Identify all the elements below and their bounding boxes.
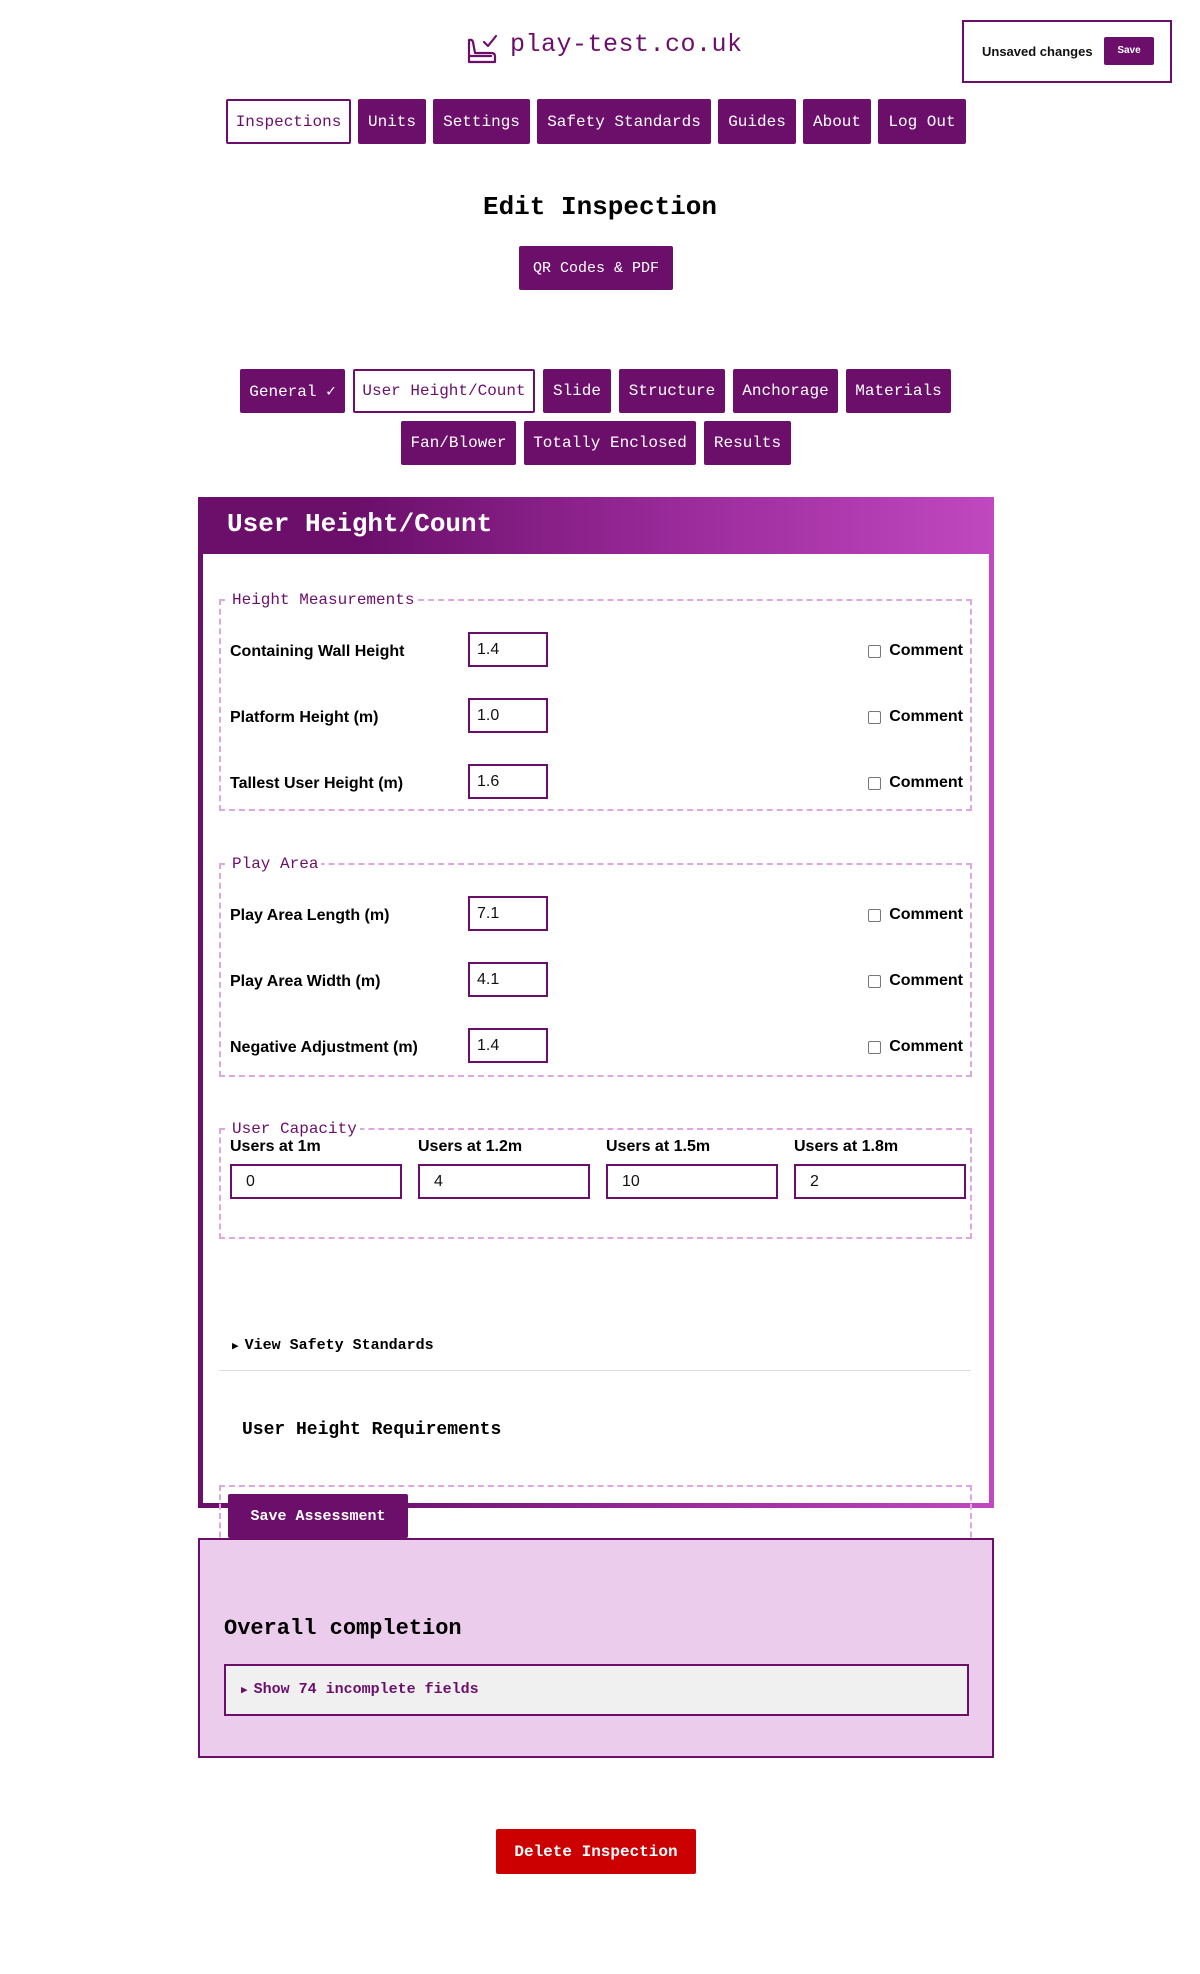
tab-structure[interactable]: Structure [619,369,725,413]
users-at-1-5m-input[interactable]: 10 [606,1164,778,1199]
users-at-1-2m-label: Users at 1.2m [418,1138,523,1155]
comment-label: Comment [889,972,963,989]
comment-label: Comment [889,906,963,923]
tab-totally-enclosed[interactable]: Totally Enclosed [524,421,696,465]
height-measurements-group [219,591,972,811]
page-title: Edit Inspection [482,192,718,222]
nav-units[interactable]: Units [358,99,426,144]
containing-wall-height-label: Containing Wall Height [230,643,405,660]
delete-inspection-button[interactable]: Delete Inspection [496,1829,696,1874]
user-capacity-legend: User Capacity [232,1120,357,1138]
play-area-group [219,855,972,1077]
tab-results[interactable]: Results [704,421,791,465]
comment-checkbox[interactable] [868,711,881,724]
users-at-1-8m-input[interactable]: 2 [794,1164,966,1199]
platform-height-input[interactable]: 1.0 [468,698,548,733]
nav-about[interactable]: About [803,99,871,144]
play-area-width-input[interactable]: 4.1 [468,962,548,997]
triangle-right-icon: ▶ [232,1341,239,1353]
platform-height-label: Platform Height (m) [230,709,379,726]
overall-completion-title: Overall completion [224,1616,462,1641]
incomplete-fields-label: Show 74 incomplete fields [253,1681,479,1698]
comment-label: Comment [889,708,963,725]
tab-slide[interactable]: Slide [543,369,611,413]
comment-label: Comment [889,642,963,659]
view-safety-standards-label: View Safety Standards [244,1337,434,1354]
user-height-requirements-heading: User Height Requirements [242,1420,502,1440]
containing-wall-height-input[interactable]: 1.4 [468,632,548,667]
unsaved-changes-banner [962,20,1172,83]
qr-codes-pdf-button[interactable]: QR Codes & PDF [519,246,673,290]
play-area-width-comment[interactable] [868,972,963,990]
play-area-width-label: Play Area Width (m) [230,973,381,990]
negative-adjustment-label: Negative Adjustment (m) [230,1039,418,1056]
nav-settings[interactable]: Settings [433,99,530,144]
view-safety-standards-toggle[interactable] [232,1337,434,1354]
comment-checkbox[interactable] [868,975,881,988]
users-at-1-2m-input[interactable]: 4 [418,1164,590,1199]
tab-general[interactable]: General ✓ [240,369,345,413]
users-at-1m-input[interactable]: 0 [230,1164,402,1199]
platform-height-comment[interactable] [868,708,963,726]
comment-checkbox[interactable] [868,1041,881,1054]
play-area-length-input[interactable]: 7.1 [468,896,548,931]
play-area-length-label: Play Area Length (m) [230,907,390,924]
nav-guides[interactable]: Guides [718,99,796,144]
tallest-user-height-comment[interactable] [868,774,963,792]
divider [219,1370,971,1371]
containing-wall-height-comment[interactable] [868,642,963,660]
unsaved-save-button[interactable]: Save [1104,37,1154,65]
users-at-1-8m-label: Users at 1.8m [794,1138,899,1155]
site-name[interactable]: play-test.co.uk [510,30,743,59]
tab-user-height-count[interactable]: User Height/Count [353,369,535,413]
user-height-count-panel [198,497,994,1525]
play-area-length-comment[interactable] [868,906,963,924]
negative-adjustment-comment[interactable] [868,1038,963,1056]
unsaved-changes-label: Unsaved changes [982,44,1093,59]
incomplete-fields-summary[interactable] [241,1681,479,1698]
comment-checkbox[interactable] [868,777,881,790]
comment-label: Comment [889,1038,963,1055]
users-at-1-5m-label: Users at 1.5m [606,1138,711,1155]
height-measurements-legend: Height Measurements [232,591,415,609]
panel-body [203,554,989,1525]
tab-anchorage[interactable]: Anchorage [733,369,838,413]
nav-log-out[interactable]: Log Out [878,99,966,144]
play-area-legend: Play Area [232,855,319,873]
panel-title: User Height/Count [227,509,493,539]
comment-checkbox[interactable] [868,645,881,658]
tallest-user-height-label: Tallest User Height (m) [230,775,404,792]
user-capacity-group [219,1120,972,1239]
overall-completion-panel [198,1538,994,1758]
triangle-right-icon: ▶ [241,1685,248,1697]
nav-inspections[interactable]: Inspections [226,99,351,144]
save-assessment-button[interactable]: Save Assessment [228,1494,408,1538]
tallest-user-height-input[interactable]: 1.6 [468,764,548,799]
negative-adjustment-input[interactable]: 1.4 [468,1028,548,1063]
comment-label: Comment [889,774,963,791]
logo-icon [465,32,499,66]
tab-fan-blower[interactable]: Fan/Blower [401,421,516,465]
comment-checkbox[interactable] [868,909,881,922]
incomplete-fields-toggle[interactable] [224,1664,969,1716]
tab-materials[interactable]: Materials [846,369,951,413]
nav-safety-standards[interactable]: Safety Standards [537,99,711,144]
users-at-1m-label: Users at 1m [230,1138,321,1155]
